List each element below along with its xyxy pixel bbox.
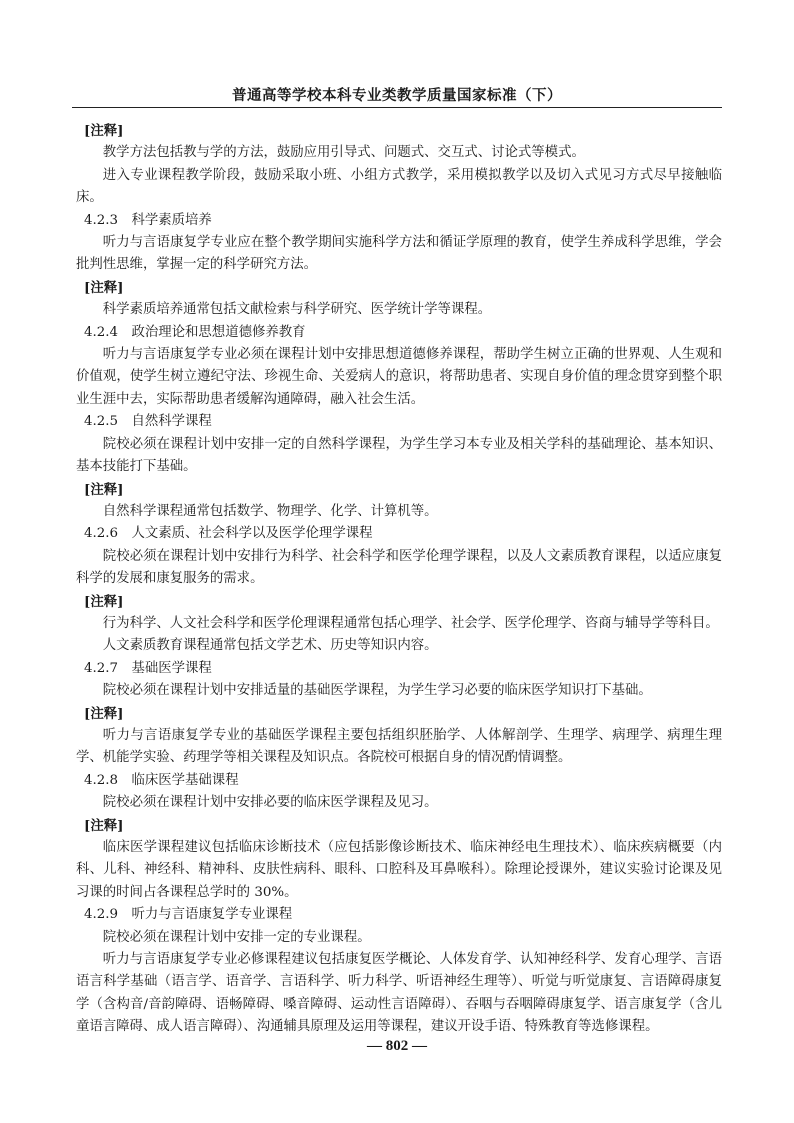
section-heading: 4.2.8 临床医学基础课程 (84, 772, 239, 788)
paragraph: 院校必须在课程计划中安排一定的自然科学课程，为学生学习本专业及相关学科的基础理论、基本知识、基本技能打下基础。 (76, 436, 722, 475)
paragraph: 进入专业课程教学阶段，鼓励采取小班、小组方式教学，采用模拟教学以及切入式见习方式尽早接触临床。 (76, 167, 722, 206)
paragraph: 院校必须在课程计划中安排行为科学、社会科学和医学伦理学课程，以及人文素质教育课程，以适应康复科学的发展和康复服务的需求。 (76, 548, 722, 587)
note-label: [注释] (84, 123, 124, 139)
paragraph: 院校必须在课程计划中安排适量的基础医学课程，为学生学习必要的临床医学知识打下基础。 (102, 683, 652, 699)
section-heading: 4.2.3 科学素质培养 (84, 212, 212, 228)
note-label: [注释] (84, 817, 124, 834)
paragraph: 科学素质培养通常包括文献检索与科学研究、医学统计学等课程。 (102, 302, 492, 318)
paragraph: 自然科学课程通常包括数学、物理学、化学、计算机等。 (102, 503, 438, 519)
paragraph: 院校必须在课程计划中安排一定的专业课程。 (102, 929, 371, 945)
page-number: — 802 — (367, 1038, 427, 1054)
section-heading: 4.2.5 自然科学课程 (84, 414, 212, 430)
paragraph: 人文素质教育课程通常包括文学艺术、历史等知识内容。 (102, 638, 438, 654)
paragraph: 教学方法包括教与学的方法，鼓励应用引导式、问题式、交互式、讨论式等模式。 (102, 145, 585, 161)
running-header: 普通高等学校本科专业类教学质量国家标准（下） (232, 88, 562, 104)
note-label: [注释] (84, 279, 124, 296)
section-heading: 4.2.6 人文素质、社会科学以及医学伦理学课程 (84, 526, 373, 542)
paragraph: 听力与言语康复学专业必须在课程计划中安排思想道德修养课程，帮助学生树立正确的世界观、人生观和价值观，使学生树立遵纪守法、珍视生命、关爱病人的意识，将帮助患者、实现自身价值的理念贯穿到整个职业生涯中去，实际帮助患者缓解沟通障碍，融入社会生活。 (76, 347, 722, 407)
paragraph: 听力与言语康复学专业的基础医学课程主要包括组织胚胎学、人体解剖学、生理学、病理学、病理生理学、机能学实验、药理学等相关课程及知识点。各院校可根据自身的情况酌情调整。 (76, 727, 722, 766)
note-label: [注释] (84, 481, 124, 498)
header-rule (72, 107, 722, 108)
paragraph: 听力与言语康复学专业应在整个教学期间实施科学方法和循证学原理的教育，使学生养成科学思维，学会批判性思维，掌握一定的科学研究方法。 (76, 235, 722, 273)
section-heading: 4.2.7 基础医学课程 (84, 660, 212, 676)
paragraph: 听力与言语康复学专业必修课程建议包括康复医学概论、人体发育学、认知神经科学、发育心理学、言语语言科学基础（语言学、语音学、言语科学、听力科学、听语神经生理等）、听觉与听觉康复、言语障碍康复学（含构音/音韵障碍、语畅障碍、嗓音障碍、运动性言语障碍）、吞咽与吞咽障碍康复学、语言康复学（含儿童语言障碍、成人语言障碍）、沟通辅具原理及运用等课程，建议开设手语、特殊教育等选修课程。 (76, 952, 722, 1035)
section-heading: 4.2.4 政治理论和思想道德修养教育 (84, 324, 306, 340)
section-heading: 4.2.9 听力与言语康复学专业课程 (84, 907, 293, 923)
paragraph: 院校必须在课程计划中安排必要的临床医学课程及见习。 (102, 795, 438, 811)
note-label: [注释] (84, 705, 124, 722)
paragraph: 临床医学课程建议包括临床诊断技术（应包括影像诊断技术、临床神经电生理技术）、临床疾病概要（内科、儿科、神经科、精神科、皮肤性病科、眼科、口腔科及耳鼻喉科）。除理论授课外，建议实验讨论课及见习课的时间占各课程总学时的 30%。 (76, 840, 722, 900)
page-body (76, 120, 722, 1039)
note-label: [注释] (84, 593, 124, 610)
paragraph: 行为科学、人文社会科学和医学伦理课程通常包括心理学、社会学、医学伦理学、咨商与辅导学等科目。 (102, 615, 719, 631)
